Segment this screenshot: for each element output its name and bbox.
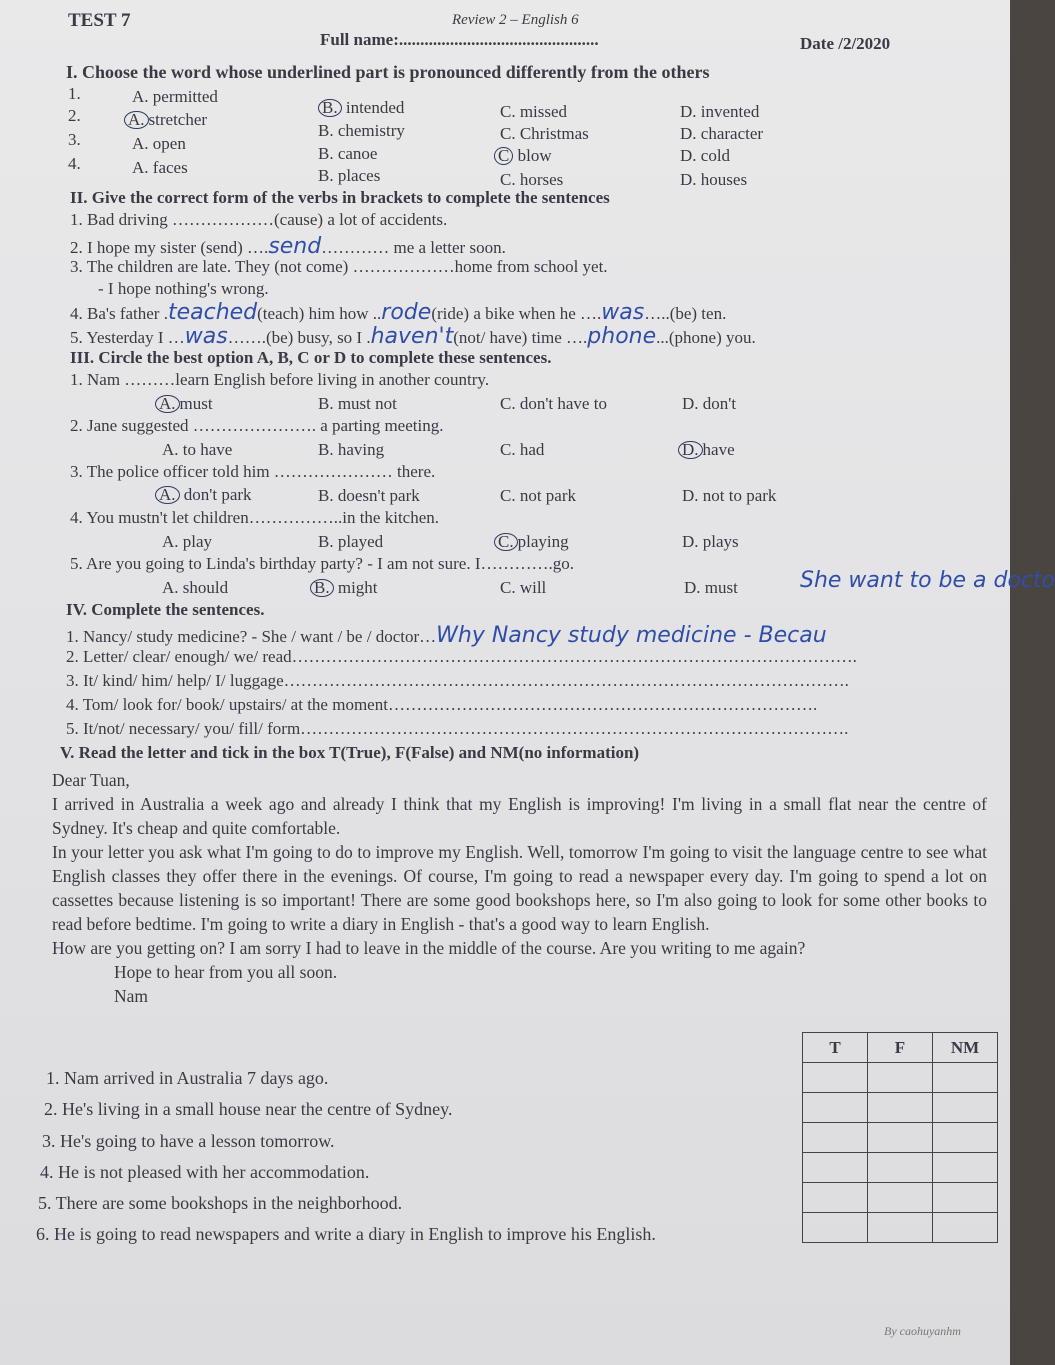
s4-item-5: 5. It/not/ necessary/ you/ fill/ form…………………………………………………………………………………….: [66, 719, 849, 738]
s2-item-1: 1. Bad driving ………………(cause) a lot of accidents.: [70, 210, 448, 229]
option-c: C. Christmas: [500, 124, 589, 143]
handwritten-answer: She want to be a docto: [800, 568, 1055, 593]
section-4-title: IV. Complete the sentences.: [66, 600, 265, 619]
option-c: C. not park: [500, 486, 577, 505]
table-row: [803, 1183, 998, 1213]
letter-paragraph: How are you getting on? I am sorry I had to leave in the middle of the course. Are you writing to me again?: [52, 938, 806, 958]
section-2-title: II. Give the correct form of the verbs in brackets to complete the sentences: [70, 188, 610, 207]
option-c: C. horses: [500, 170, 564, 189]
letter-paragraph: In your letter you ask what I'm going to do to improve my English. Well, tomorrow I'm going to visit the language centre to see what English classes they offer there in the evenings. Of course, I'm going to read a newspaper every day. I'm going to spend a lot on cassettes because listening is so important! There are some good bookshops here, so I'm also going to look for some other books to read before bedtime. I'm going to write a diary in English - that's a good way to learn English.: [52, 842, 987, 934]
q-number: 2.: [68, 106, 81, 125]
option-d: D. cold: [680, 146, 731, 165]
s4-item-text: 1. Nancy/ study medicine? - She / want / be / doctor…: [66, 627, 437, 646]
handwritten-answer: was: [601, 300, 645, 325]
q-number: 3.: [68, 130, 81, 149]
section-5-title: V. Read the letter and tick in the box T(True), F(False) and NM(no information): [60, 743, 640, 762]
handwritten-answer: teached: [167, 300, 258, 325]
option-a: A. faces: [132, 158, 188, 177]
option-c: C. missed: [500, 102, 568, 121]
s2-item-2-text: 2. I hope my sister (send) ….: [70, 238, 269, 257]
s2-item-5-text: (not/ have) time ….: [453, 328, 588, 347]
q-number: 1.: [68, 84, 81, 103]
option-d: D. not to park: [682, 486, 777, 505]
letter-body: [52, 768, 987, 1008]
table-row: [803, 1153, 998, 1183]
s3-question-stem: 2. Jane suggested …………………. a parting meeting.: [70, 416, 444, 435]
s2-item-4-text: …..(be) ten.: [644, 304, 727, 323]
statement: 1. Nam arrived in Australia 7 days ago.: [46, 1068, 329, 1088]
handwritten-answer: haven't: [370, 324, 454, 349]
tick-box[interactable]: [868, 1123, 933, 1153]
test-number: TEST 7: [68, 10, 131, 31]
tick-box[interactable]: [868, 1183, 933, 1213]
handwritten-answer: send: [268, 234, 322, 259]
s4-item-2: 2. Letter/ clear/ enough/ we/ read……………………………………………………………………………………….: [66, 647, 857, 666]
s2-item-3: 3. The children are late. They (not come) ………………home from school yet.: [70, 257, 608, 276]
letter-greeting: Dear Tuan,: [52, 770, 130, 790]
s2-item-4-text: (teach) him how ..: [257, 304, 382, 323]
option-c: C. playing: [494, 532, 569, 552]
statement: 2. He's living in a small house near the centre of Sydney.: [44, 1099, 453, 1119]
tick-box[interactable]: [868, 1063, 933, 1093]
option-b: B. doesn't park: [318, 486, 420, 505]
s2-item-4: [70, 300, 726, 325]
statement: 5. There are some bookshops in the neighborhood.: [38, 1193, 403, 1213]
table-row: [803, 1213, 998, 1243]
tick-box[interactable]: [803, 1153, 868, 1183]
tick-box[interactable]: [803, 1183, 868, 1213]
option-d: D. plays: [682, 532, 739, 551]
date-field: Date /2/2020: [800, 34, 891, 53]
tick-box[interactable]: [803, 1063, 868, 1093]
s3-question-stem: 1. Nam ………learn English before living in another country.: [70, 370, 490, 389]
tick-box[interactable]: [868, 1093, 933, 1123]
s2-item-2: [70, 234, 506, 259]
table-row: [803, 1123, 998, 1153]
option-a: A. permitted: [132, 87, 218, 106]
tick-box[interactable]: [803, 1093, 868, 1123]
tick-box[interactable]: [933, 1093, 998, 1123]
review-title: Review 2 – English 6: [452, 12, 579, 28]
table-header-nm: NM: [933, 1033, 998, 1063]
full-name-field: Full name:...............................................: [320, 30, 599, 49]
option-a: A. play: [162, 532, 213, 551]
tick-box[interactable]: [803, 1123, 868, 1153]
option-b: B. canoe: [318, 144, 378, 163]
handwritten-answer: Why Nancy study medicine - Becau: [436, 623, 827, 648]
s2-item-5-text: 5. Yesterday I …: [70, 328, 185, 347]
tick-box[interactable]: [933, 1063, 998, 1093]
option-b: B. chemistry: [318, 121, 405, 140]
option-b: B. intended: [318, 98, 404, 118]
true-false-table: [802, 1032, 998, 1243]
option-b: B. places: [318, 166, 381, 185]
handwritten-answer: was: [184, 324, 228, 349]
option-b: B. having: [318, 440, 385, 459]
s2-item-4-text: 4. Ba's father .: [70, 304, 168, 323]
letter-signature: Nam: [114, 986, 149, 1006]
option-d: D. character: [680, 124, 764, 143]
letter-paragraph: I arrived in Australia a week ago and already I think that my English is improving! I'm living in a small flat near the centre of Sydney. It's cheap and quite comfortable.: [52, 794, 987, 838]
tick-box[interactable]: [868, 1153, 933, 1183]
option-d: D. invented: [680, 102, 760, 121]
s4-item-3: 3. It/ kind/ him/ help/ I/ luggage……………………………………………………………………………………….: [66, 671, 849, 690]
handwritten-answer: rode: [381, 300, 432, 325]
s2-item-3-note: - I hope nothing's wrong.: [98, 279, 269, 298]
section-3-title: III. Circle the best option A, B, C or D to complete these sentences.: [70, 348, 552, 367]
s2-item-5-text: …….(be) busy, so I .: [227, 328, 371, 347]
letter-closing: Hope to hear from you all soon.: [114, 962, 338, 982]
s4-item-4: 4. Tom/ look for/ book/ upstairs/ at the moment………………………………………………………………….: [66, 695, 818, 714]
option-c: C. don't have to: [500, 394, 607, 413]
s3-question-stem: 5. Are you going to Linda's birthday party? - I am not sure. I………….go.: [70, 554, 574, 573]
footer-credit: By caohuyanhm: [884, 1324, 961, 1338]
table-header-f: F: [868, 1033, 933, 1063]
tick-box[interactable]: [933, 1123, 998, 1153]
option-a: A. stretcher: [124, 110, 207, 130]
option-a: A. don't park: [155, 485, 252, 505]
option-d: D. houses: [680, 170, 748, 189]
statement: 6. He is going to read newspapers and write a diary in English to improve his English.: [36, 1224, 656, 1244]
option-b: B. might: [310, 578, 378, 598]
tick-box[interactable]: [868, 1213, 933, 1243]
option-c: C blow: [494, 146, 552, 166]
tick-box[interactable]: [933, 1183, 998, 1213]
statement: 3. He's going to have a lesson tomorrow.: [42, 1131, 335, 1151]
table-header-t: T: [803, 1033, 868, 1063]
s3-question-stem: 3. The police officer told him ………………… there.: [70, 462, 436, 481]
tick-box[interactable]: [933, 1153, 998, 1183]
section-1-title: I. Choose the word whose underlined part is pronounced differently from the others: [66, 62, 710, 82]
statement: 4. He is not pleased with her accommodation.: [40, 1162, 370, 1182]
option-a: A. must: [155, 394, 213, 414]
option-d: D. don't: [682, 394, 737, 413]
s2-item-5: [70, 324, 756, 349]
s2-item-5-text: ...(phone) you.: [656, 328, 756, 347]
option-c: C. will: [500, 578, 547, 597]
option-d: D. have: [678, 440, 735, 460]
q-number: 4.: [68, 154, 81, 173]
tick-box[interactable]: [803, 1213, 868, 1243]
s2-item-2-text-end: ………… me a letter soon.: [321, 238, 506, 257]
option-a: A. to have: [162, 440, 233, 459]
table-row: [803, 1063, 998, 1093]
s3-question-stem: 4. You mustn't let children……………..in the kitchen.: [70, 508, 440, 527]
tick-box[interactable]: [933, 1213, 998, 1243]
handwritten-answer: phone: [587, 324, 657, 349]
s2-item-4-text: (ride) a bike when he ….: [431, 304, 602, 323]
option-a: A. open: [132, 134, 186, 153]
option-a: A. should: [162, 578, 229, 597]
option-b: B. played: [318, 532, 384, 551]
table-row: [803, 1093, 998, 1123]
option-b: B. must not: [318, 394, 397, 413]
option-c: C. had: [500, 440, 545, 459]
option-d: D. must: [684, 578, 738, 597]
s4-item-1: [66, 623, 827, 648]
